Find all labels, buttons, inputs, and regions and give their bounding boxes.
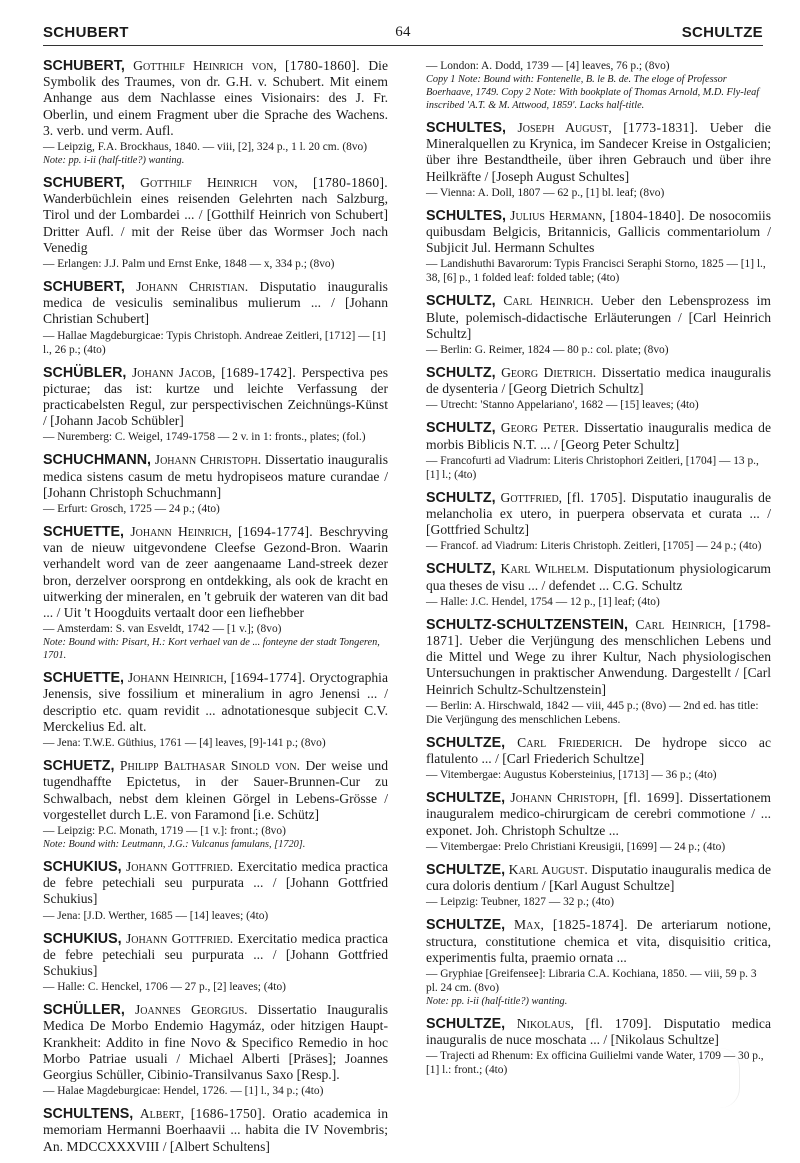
entry-heading xyxy=(43,58,388,139)
entry-title: De arteriarum notione, structura, constitutione chemica et vita, disquisitio critica, experimentis fulta, praemio ornata ... xyxy=(426,917,771,965)
catalog-entry xyxy=(426,617,771,727)
entry-heading xyxy=(426,561,771,593)
entry-imprint: — Gryphiae [Greifensee]: Libraria C.A. Kochiana, 1850. — viii, 59 p. 3 pl. 24 cm. (8vo) xyxy=(426,967,757,994)
entry-heading xyxy=(426,120,771,185)
entry-title: Disputatio medica inauguralis de nuce moschata ... / [Nikolaus Schultze] xyxy=(426,1015,771,1048)
entry-surname: SCHULTZ, xyxy=(426,489,496,506)
entry-imprint: — Vitembergae: Prelo Christiani Kreusigii, [1699] — 24 p.; (4to) xyxy=(426,840,726,853)
entry-heading xyxy=(43,279,388,328)
entry-imprint: — Halle: C. Henckel, 1706 — 27 p., [2] leaves; (4to) xyxy=(43,981,286,994)
entry-heading xyxy=(426,917,771,966)
entry-imprint: — Francofurti ad Viadrum: Literis Christophori Zeitleri, [1704] — 13 p., [1] l.; (4to) xyxy=(426,454,759,481)
entry-title: De nosocomiis quibusdam Belgicis, Britannicis, Gallicis commentariolum / Subjicit Jul. Hermann Schultes xyxy=(426,207,772,256)
entry-title: Der weise und tugendhaffte Epictetus, in der Sauer-Brunnen-Cur zu Schwalbach, nebst dem kleinen Görgel in Lebens-Grösse / vorgestellet durch L.E. von Faramond [i.e. Schütz] xyxy=(43,758,388,822)
entry-note: Note: pp. i-ii (half-title?) wanting. xyxy=(426,995,568,1007)
entry-surname: SCHUKIUS, xyxy=(43,930,122,947)
entry-heading xyxy=(43,670,388,735)
entry-note: Note: Bound with: Leutmann, J.G.: Vulcanus famulans, [1720]. xyxy=(43,838,306,850)
entry-given-name: Carl Heinrich, xyxy=(635,616,726,632)
entry-surname: SCHULTZ, xyxy=(426,420,496,437)
entry-title: Dissertatio inauguralis medica sistens casum de metu hydropiseos mature curandae / [Johann Christoph Schuchmann] xyxy=(43,452,389,500)
entry-heading xyxy=(43,175,388,256)
entry-surname: SCHUKIUS, xyxy=(43,858,122,875)
running-header xyxy=(43,24,763,46)
entry-heading xyxy=(426,365,771,397)
entry-dates: [1694-1774]. xyxy=(238,524,313,540)
catalog-entry xyxy=(426,790,771,854)
entry-title: Dissertatio medica inauguralis de dysenteria / [Georg Dietrich Schultz] xyxy=(426,365,772,397)
catalog-entry xyxy=(426,420,771,481)
entry-imprint: — Jena: T.W.E. Güthius, 1761 — [4] leaves, [9]-141 p.; (8vo) xyxy=(43,737,326,750)
entry-given-name: Nikolaus, xyxy=(516,1015,574,1031)
entry-imprint: — Leipzig: P.C. Monath, 1719 — [1 v.]: front.; (8vo) xyxy=(43,824,286,837)
entry-surname: SCHULTZE, xyxy=(426,790,506,807)
page-number: 64 xyxy=(395,24,411,40)
entry-title: Oratio academica in memoriam Hermanni Boerhaavii ... habita die IV Novembris; An. MDCCXXXVIII / [Albert Schultens] xyxy=(43,1106,388,1154)
entry-imprint: — Vitembergae: Augustus Kobersteinius, [1713] — 36 p.; (4to) xyxy=(426,769,717,782)
entry-given-name: Johann Christoph. xyxy=(154,452,262,468)
header-rule xyxy=(43,45,763,46)
entry-title: Oryctographia Jenensis, sive fossilium et mineralium in agro Jenensi ... / descriptio etc. quam revidit ... adnotationesque subjecit C.V. Merckelius Ed. alt. xyxy=(43,670,388,734)
catalog-entry xyxy=(426,120,771,200)
entry-title: Dissertationem inauguralem medico-chirurgicam de cerebri commotione / ... exponet. Joh. Christoph Schultze ... xyxy=(426,790,772,838)
entry-heading xyxy=(43,452,388,501)
entry-title: Die Symbolik des Traumes, von dr. G.H. v. Schubert. Mit einem Anhange aus dem Nachlasse eines Visionairs: des J. Fr. Oberlin, und einem Fragment uber die Sprache des Wachens. 3. verb. und verm. Aufl. xyxy=(43,58,388,138)
entry-given-name: Johann Gottfried. xyxy=(125,930,234,946)
entry-given-name: Joseph August, xyxy=(517,120,612,135)
entry-title: De hydrope sicco ac flatulento ... / [Carl Friederich Schultze] xyxy=(426,734,771,767)
entry-given-name: Carl Heinrich. xyxy=(503,293,594,309)
entry-surname: SCHUBERT, xyxy=(43,58,125,74)
catalog-entry xyxy=(43,931,388,995)
entry-given-name: Karl August. xyxy=(508,861,588,877)
entry-given-name: Johann Heinrich, xyxy=(130,524,232,540)
entry-dates: [1798-1871]. xyxy=(426,616,771,649)
entry-dates: [1686-1750]. xyxy=(190,1106,266,1122)
entry-surname: SCHUETTE, xyxy=(43,524,125,541)
entry-title: Disputatio inauguralis medica de cura doloris dentium / [Karl August Schultze] xyxy=(426,861,771,894)
entry-dates: [fl. 1699]. xyxy=(623,790,684,806)
entry-dates: [fl. 1709]. xyxy=(585,1015,652,1031)
entry-given-name: Johann Heinrich, xyxy=(127,670,227,686)
entry-imprint: — Landishuthi Bavarorum: Typis Francisci Seraphi Storno, 1825 — [1] l., 38, [6] p., 1 folded leaf: folded table; (4to) xyxy=(426,258,766,285)
entry-dates: [1804-1840]. xyxy=(609,207,685,223)
catalog-entry xyxy=(426,208,771,286)
entry-heading xyxy=(426,208,771,257)
entry-dates: [fl. 1705]. xyxy=(566,489,627,505)
entry-surname: SCHUBERT, xyxy=(43,279,125,296)
right-column xyxy=(426,58,771,1085)
entry-title: Ueber die Mineralquellen zu Krynica, im Sandecer Kreise in Ostgalicien; über ihre Bestandtheile, über ihren Gebrauch und über ihre Heilkräfte / [Joseph August Schultes] xyxy=(426,120,772,184)
catalog-entry xyxy=(426,862,771,909)
entry-given-name: Johann Gottfried. xyxy=(125,858,234,874)
entry-title: Ueber den Lebensprozess im Blute, polemisch-didactische Erläuterungen / [Carl Heinrich Schultz] xyxy=(426,293,772,341)
entry-given-name: Carl Friederich. xyxy=(517,734,623,750)
entry-heading xyxy=(426,420,771,452)
entry-surname: SCHUCHMANN, xyxy=(43,452,152,469)
entry-heading xyxy=(43,1106,388,1155)
entry-note: Note: Bound with: Pisart, H.: Kort verhael van de ... fonteyne der stadt Tongeren, 1701. xyxy=(43,637,380,662)
catalog-entry xyxy=(43,1002,388,1098)
entry-imprint: — Halle: J.C. Hendel, 1754 — 12 p., [1] leaf; (4to) xyxy=(426,595,660,608)
entry-surname: SCHULTENS, xyxy=(43,1106,134,1123)
entry-note: Note: pp. i-ii (half-title?) wanting. xyxy=(43,155,185,167)
entry-given-name: Gotthilf Heinrich von, xyxy=(133,58,277,73)
entry-heading xyxy=(426,1016,771,1048)
entry-title: Exercitatio medica practica de febre petechiali seu purpurata ... / [Johann Gottfried Schukius] xyxy=(43,930,389,978)
entry-given-name: Georg Peter. xyxy=(500,420,579,436)
entry-given-name: Johann Jacob, xyxy=(132,364,216,380)
entry-imprint: — Utrecht: 'Stanno Appelariano', 1682 — [15] leaves; (4to) xyxy=(426,399,699,412)
entry-title: Disputatio inauguralis de melancholia ex utero, in puerpera observata et curata ... / [Gottfried Schultz] xyxy=(426,489,772,538)
entry-surname: SCHULTZE, xyxy=(426,734,506,751)
entry-imprint: — Leipzig, F.A. Brockhaus, 1840. — viii, [2], 324 p., 1 l. 20 cm. (8vo) xyxy=(43,141,367,154)
entry-surname: SCHULTZE, xyxy=(426,861,506,878)
catalog-entry xyxy=(43,279,388,357)
entry-imprint: — Hallae Magdeburgicae: Typis Christoph. Andreae Zeitleri, [1712] — [1] l., 26 p.; (4to) xyxy=(43,329,386,356)
entry-surname: SCHÜBLER, xyxy=(43,364,127,381)
catalog-entry xyxy=(43,758,388,851)
entry-surname: SCHULTZ, xyxy=(426,561,496,578)
entry-heading xyxy=(43,524,388,621)
entry-imprint: — London: A. Dodd, 1739 — [4] leaves, 76 p.; (8vo) xyxy=(426,60,670,72)
entry-heading xyxy=(426,490,771,539)
entry-given-name: Max, xyxy=(514,917,544,933)
entry-imprint: — Erlangen: J.J. Palm und Ernst Enke, 1848 — x, 334 p.; (8vo) xyxy=(43,258,335,271)
left-column xyxy=(43,58,388,1163)
entry-heading xyxy=(426,790,771,839)
entry-title: Perspectiva pes picturae; das ist: kurtze und leichte Verfassung der practicabelsten Regul, zur perspectivischen Zeichnüngs-Künst / [Johann Jacob Schübler] xyxy=(43,364,388,429)
entry-surname: SCHUBERT, xyxy=(43,175,125,192)
entry-imprint: — Berlin: A. Hirschwald, 1842 — viii, 445 p.; (8vo) — 2nd ed. has title: Die Verjüngung des menschlichen Lebens. xyxy=(426,699,759,726)
entry-dates: [1825-1874]. xyxy=(552,917,628,933)
entry-given-name: Karl Wilhelm. xyxy=(500,561,590,577)
catalog-entry xyxy=(426,490,771,554)
entry-surname: SCHULTES, xyxy=(426,207,506,224)
entry-surname: SCHULTZ-SCHULTZENSTEIN, xyxy=(426,616,628,633)
entry-given-name: Philipp Balthasar Sinold von. xyxy=(119,758,301,774)
entry-heading xyxy=(43,859,388,908)
entry-dates: [1780-1860]. xyxy=(313,175,388,191)
entry-heading xyxy=(426,617,771,698)
catalog-entry xyxy=(426,561,771,608)
entry-imprint: — Nuremberg: C. Weigel, 1749-1758 — 2 v. in 1: fronts., plates; (fol.) xyxy=(43,431,366,444)
entry-imprint: — Francof. ad Viadrum: Literis Christoph. Zeitleri, [1705] — 24 p.; (4to) xyxy=(426,540,762,553)
entry-imprint: — Vienna: A. Doll, 1807 — 62 p., [1] bl. leaf; (8vo) xyxy=(426,186,665,199)
catalog-entry xyxy=(426,735,771,782)
entry-dates: [1694-1774]. xyxy=(230,670,306,686)
entry-given-name: Joannes Georgius. xyxy=(135,1002,248,1018)
catalog-entry xyxy=(426,365,771,412)
entry-title: Disputatio inauguralis medica de vesiculis seminalibus mulierum ... / [Johann Christian Schubert] xyxy=(43,279,388,327)
catalog-entry xyxy=(43,859,388,923)
entry-title: Dissertatio Inauguralis Medica De Morbo Endemio Hagymáz, oder hitzigen Haupt-Krankheit: Addito in fine Novo & Specifico Remedio in hoc Morbo Patriae usuali / Michael Alberti [Präses]; Joannes Georgius Schüller, Cibinio-Transilvanus Saxo [Resp.]. xyxy=(43,1002,388,1082)
entry-heading xyxy=(43,931,388,980)
entry-imprint: — Amsterdam: S. van Esveldt, 1742 — [1 v.]; (8vo) xyxy=(43,623,282,636)
entry-heading xyxy=(43,1002,388,1083)
entry-surname: SCHUETTE, xyxy=(43,670,125,687)
entry-given-name: Johann Christoph, xyxy=(510,790,619,806)
entry-surname: SCHULTES, xyxy=(426,120,506,136)
entry-title: Ueber die Verjüngung des menschlichen Lebens und die Mittel und Wege zu ihrer Kultur, Nach physiologischen Untersuchungen in praktischer Anwendung. Dargestellt / [Carl Heinrich Schultz-Schultzenstein] xyxy=(426,633,771,697)
entry-dates: [1689-1742]. xyxy=(221,364,297,380)
entry-title: Wanderbüchlein eines reisenden Gelehrten nach Salzburg, Tirol und der Lombardei ... / [Gotthilf Heinrich von Schubert] Dritter Aufl. / mit der Reise über das Wormser Joch nach Venedig xyxy=(43,191,388,255)
entry-imprint: — Berlin: G. Reimer, 1824 — 80 p.: col. plate; (8vo) xyxy=(426,344,669,357)
page-blemish xyxy=(699,1048,740,1108)
entry-heading xyxy=(43,365,388,430)
entry-imprint: — Trajecti ad Rhenum: Ex officina Guilielmi vande Water, 1709 — 30 p., [1] l.: front.; (4to) xyxy=(426,1050,764,1077)
entry-surname: SCHULTZ, xyxy=(426,293,496,310)
catalog-entry xyxy=(43,452,388,516)
catalog-entry xyxy=(43,1106,388,1155)
header-right-guide-word: SCHULTZE xyxy=(681,24,763,41)
entry-surname: SCHULTZ, xyxy=(426,365,496,382)
entry-imprint: — Jena: [J.D. Werther, 1685 — [14] leaves; (4to) xyxy=(43,909,269,922)
entry-surname: SCHÜLLER, xyxy=(43,1002,125,1019)
entry-heading xyxy=(426,293,771,342)
entry-heading xyxy=(43,758,388,823)
entry-dates: [1773-1831]. xyxy=(623,120,699,135)
catalog-entry xyxy=(43,58,388,167)
entry-given-name: Gotthilf Heinrich von, xyxy=(140,175,298,191)
entry-given-name: Johann Christian. xyxy=(136,279,249,295)
entry-title: Exercitatio medica practica de febre petechiali seu purpurata ... / [Johann Gottfried Schukius] xyxy=(43,858,389,907)
entry-imprint: — Halae Magdeburgicae: Hendel, 1726. — [1] l., 34 p.; (4to) xyxy=(43,1085,324,1098)
entry-title: Beschryving van de nieuw uitgevondene Cleefse Gezond-Bron. Waarin verhandelt word van de zeer aangenaame Land-streek dezer bron, derzelver oorsprong en ontdekking, als ook de kracht en uitwerking der mineralen, en 't gebruik der wateren van dit bad ... / Uit 't Hoogduits vertaalt door een liefhebber xyxy=(43,524,388,621)
catalog-entry xyxy=(426,59,771,112)
entry-title: Disputationum physiologicarum qua theses de visu ... / defendet ... C.G. Schultz xyxy=(426,561,771,593)
catalog-entry xyxy=(43,524,388,662)
catalog-entry xyxy=(426,293,771,357)
entry-given-name: Gottfried, xyxy=(500,489,563,505)
catalog-entry xyxy=(43,670,388,750)
catalog-entry xyxy=(43,365,388,445)
entry-given-name: Albert, xyxy=(139,1106,185,1122)
entry-surname: SCHULTZE, xyxy=(426,1015,506,1032)
entry-imprint: — Erfurt: Grosch, 1725 — 24 p.; (4to) xyxy=(43,503,220,516)
entry-imprint: — Leipzig: Teubner, 1827 — 32 p.; (4to) xyxy=(426,896,615,909)
entry-surname: SCHULTZE, xyxy=(426,917,506,934)
entry-title: Dissertatio inauguralis medica de morbis Biblicis N.T. ... / [Georg Peter Schultz] xyxy=(426,420,771,452)
header-left-guide-word: SCHUBERT xyxy=(43,24,129,41)
entry-given-name: Georg Dietrich. xyxy=(501,365,597,381)
entry-heading xyxy=(426,862,771,894)
catalog-entry xyxy=(426,917,771,1008)
entry-dates: [1780-1860]. xyxy=(285,58,361,73)
entry-note: Copy 1 Note: Bound with: Fontenelle, B. le B. de. The eloge of Professor Boerhaave, 1749. Copy 2 Note: With bookplate of Thomas Arnold, M.D. Fly-leaf inscribed 'A.T. & M. Attwood, 1859'. Lacks half-title. xyxy=(426,74,760,111)
entry-given-name: Julius Hermann, xyxy=(510,207,606,223)
catalog-entry xyxy=(43,175,388,271)
entry-surname: SCHUETZ, xyxy=(43,758,115,775)
entry-heading xyxy=(426,735,771,767)
